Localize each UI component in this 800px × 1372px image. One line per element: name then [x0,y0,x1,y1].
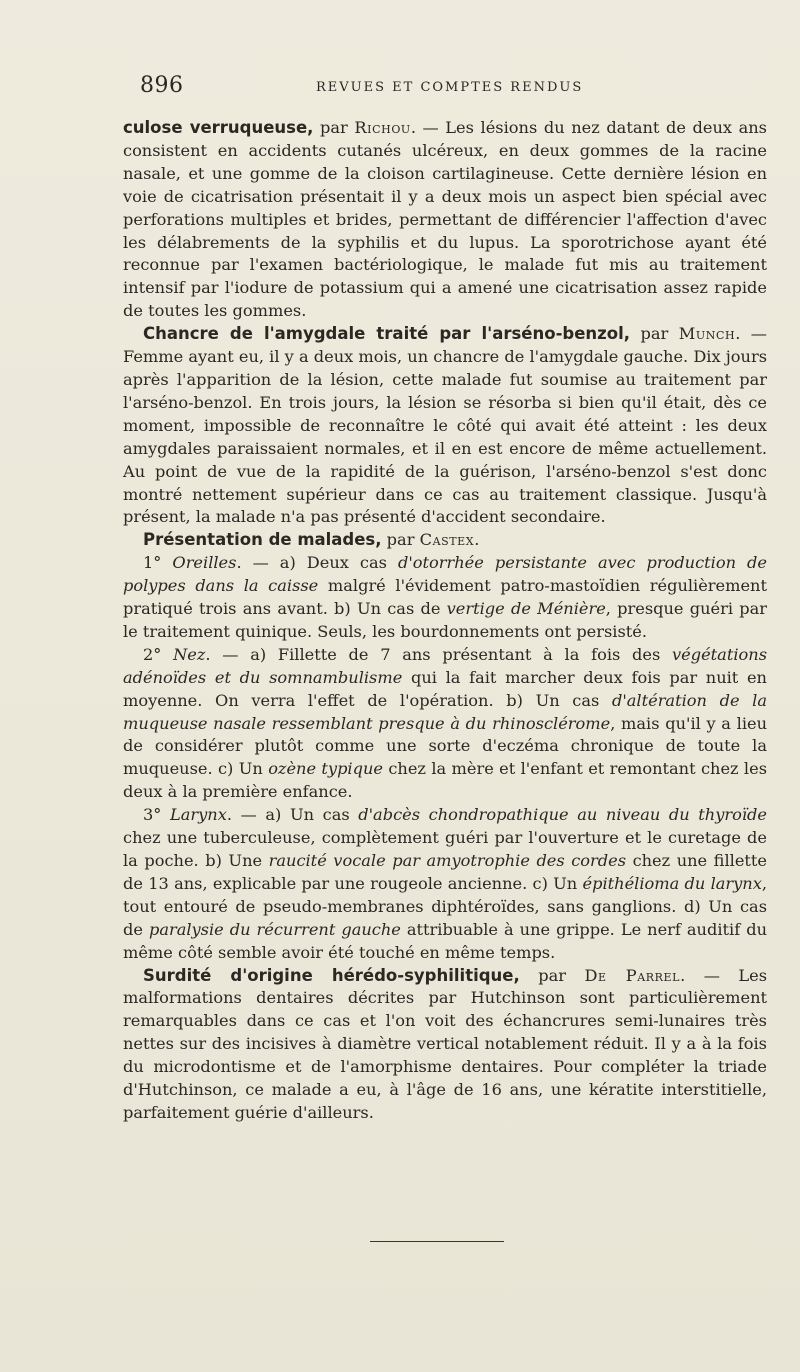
section-heading: Surdité d'origine hérédo-syphilitique, [143,965,520,985]
article-body [123,117,767,1125]
paragraph-surdite: Surdité d'origine hérédo-syphilitique, par De Parrel. — Les malformations dentaires décrites par Hutchinson sont particulièrement remarquables dans ce cas et l'on voit des échancrures semi-lunaires très nettes sur des incisives à diamètre vertical notablement réduit. Il y a à la fois du microdontisme et de l'amorphisme dentaires. Pour compléter la triade d'Hutchinson, ce malade a eu, à l'âge de 16 ans, une kératite interstitielle, parfaitement guérie d'ailleurs. [123,965,768,1122]
page-number: 896 [140,73,184,98]
author-name: De Parrel [584,965,681,985]
author-name: Richou [354,118,411,137]
paragraph-nez: 2° Nez. — a) Fillette de 7 ans présentant à la fois des végétations adénoïdes et du somnambulisme qui la fait marcher deux fois par nuit en moyenne. On verra l'effet de l'opération. b) Un cas d'altération de la muqueuse nasale ressemblant presque à du rhinosclérome, mais qu'il y a lieu de considérer plutôt comme une sorte d'eczéma chronique de toute la muqueuse. c) Un ozène typique chez la mère et l'enfant et remontant chez les deux à la première enfance. [123,644,768,802]
author-name: Castex [419,530,475,550]
section-heading: Présentation de malades, [143,530,382,550]
paragraph-presentation: Présentation de malades, par Castex. [143,530,480,550]
section-heading: Chancre de l'amygdale traité par l'arséno-benzol, [143,324,631,344]
subsection-label: Oreilles [172,553,237,573]
paragraph-text: . — Les lésions du nez datant de deux ans consistent en accidents cutanés ulcéreux, en deux gommes de la racine nasale, et une gomme de la cloison cartilagineuse. Cette dernière lésion en voie de cicatrisation présentait il y a deux mois un aspect bien spécial avec perforations multiples et brides, permettant de différencier l'affection d'avec les délabrements de la syphilis et du lupus. La sporotrichose ayant été reconnue par l'examen bactériologique, le malade fut mis au traitement intensif par l'iodure de potassium qui a amené une cicatrisation assez rapide de toutes les gommes. [123,118,767,321]
end-rule [370,1241,504,1242]
paragraph-larynx: 3° Larynx. — a) Un cas d'abcès chondropathique au niveau du thyroïde chez une tuberculeuse, complètement guéri par l'ouverture et le curetage de la poche. b) Une raucité vocale par amyotrophie des cordes chez une fillette de 13 ans, explicable par une rougeole ancienne. c) Un épithélioma du larynx, tout entouré de pseudo-membranes diphtéroïdes, sans ganglions. d) Un cas de paralysie du récurrent gauche attribuable à une grippe. Le nerf auditif du même côté semble avoir été touché en même temps. [123,805,767,962]
paragraph-text: . — Les malformations dentaires décrites par Hutchinson sont particulièrement remarquables dans ce cas et l'on voit des échancrures semi-lunaires très nettes sur des incisives à diamètre vertical notablement réduit. Il y a à la fois du microdontisme et de l'amorphisme dentaires. Pour compléter la triade d'Hutchinson, ce malade a eu, à l'âge de 16 ans, une kératite interstitielle, parfaitement guérie d'ailleurs. [123,965,768,1122]
paragraph-sporotrichose: culose verruqueuse, par Richou. — Les lésions du nez datant de deux ans consistent en accidents cutanés ulcéreux, en deux gommes de la racine nasale, et une gomme de la cloison cartilagineuse. Cette dernière lésion en voie de cicatrisation présentait il y a deux mois un aspect bien spécial avec perforations multiples et brides, permettant de différencier l'affection d'avec les délabrements de la syphilis et du lupus. La sporotrichose ayant été reconnue par l'examen bactériologique, le malade fut mis au traitement intensif par l'iodure de potassium qui a amené une cicatrisation assez rapide de toutes les gommes. [123,118,767,321]
author-name: Munch [678,324,736,344]
subsection-label: Larynx [170,805,227,825]
section-heading: culose verruqueuse, [123,118,314,137]
paragraph-text: . — Femme ayant eu, il y a deux mois, un chancre de l'amygdale gauche. Dix jours après l'apparition de la lésion, cette malade fut soumise au traitement par l'arséno-benzol. En trois jours, la lésion se résorba si bien qu'il était, dès ce moment, impossible de reconnaître le côté qui avait été atteint : les deux amygdales paraissaient normales, et il en est encore de même actuellement. Au point de vue de la rapidité de la guérison, l'arséno-benzol s'est donc montré nettement supérieur dans ce cas au traitement classique. Jusqu'à présent, la malade n'a pas présenté d'accident secondaire. [123,324,767,527]
paragraph-oreilles: 1° Oreilles. — a) Deux cas d'otorrhée persistante avec production de polypes dans la caisse malgré l'évidement patro-mastoïdien régulièrement pratiqué trois ans avant. b) Un cas de vertige de Ménière, presque guéri par le traitement quinique. Seuls, les bourdonnements ont persisté. [123,553,767,641]
subsection-label: Nez [173,644,206,664]
running-head: REVUES ET COMPTES RENDUS [316,80,584,95]
paragraph-chancre: Chancre de l'amygdale traité par l'arséno-benzol, par Munch. — Femme ayant eu, il y a deux mois, un chancre de l'amygdale gauche. Dix jours après l'apparition de la lésion, cette malade fut soumise au traitement par l'arséno-benzol. En trois jours, la lésion se résorba si bien qu'il était, dès ce moment, impossible de reconnaître le côté qui avait été atteint : les deux amygdales paraissaient normales, et il en est encore de même actuellement. Au point de vue de la rapidité de la guérison, l'arséno-benzol s'est donc montré nettement supérieur dans ce cas au traitement classique. Jusqu'à présent, la malade n'a pas présenté d'accident secondaire. [123,324,767,527]
